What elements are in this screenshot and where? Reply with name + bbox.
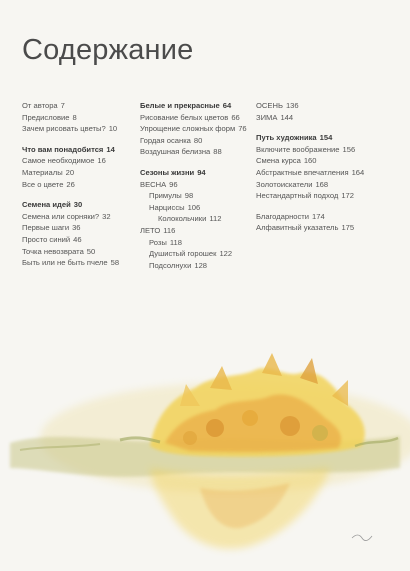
toc-entry (256, 211, 386, 223)
toc-page-number: 20 (65, 167, 75, 177)
toc-page-number: 174 (312, 211, 325, 221)
toc-page-number: 36 (72, 223, 81, 233)
toc-entry (22, 155, 134, 167)
toc-entry (22, 234, 134, 246)
toc-entry-title: ЗИМА (256, 112, 278, 122)
toc-column-2 (140, 100, 252, 271)
page-title: Содержание (22, 34, 194, 66)
toc-page-number: 10 (108, 124, 118, 134)
toc-entry-title: От автора (22, 101, 58, 110)
toc-page-number: 122 (219, 249, 233, 259)
toc-subentry (140, 237, 252, 249)
toc-entry (256, 144, 386, 156)
toc-entry-title: Колокольчики (158, 214, 207, 224)
toc-entry-title: Путь художника (256, 133, 317, 143)
toc-subentry (140, 213, 252, 225)
toc-entry-title: Первые шаги (22, 223, 70, 233)
toc-entry-title: Зачем рисовать цветы? (22, 124, 106, 134)
toc-entry (22, 222, 134, 234)
toc-section-heading (256, 132, 386, 144)
toc-page-number: 76 (238, 124, 247, 134)
toc-page-number: 7 (60, 101, 65, 110)
toc-entry-title: Включите воображение (256, 144, 340, 154)
toc-page-number: 106 (187, 202, 201, 212)
toc-entry-title: Алфавитный указатель (256, 223, 339, 233)
toc-page-number: 98 (184, 191, 194, 201)
toc-entry-title: Сезоны жизни (140, 167, 195, 177)
toc-page-number: 168 (315, 179, 329, 189)
toc-page-number: 112 (209, 214, 222, 224)
toc-page-number: 32 (102, 211, 111, 221)
toc-entry (140, 135, 252, 147)
toc-entry-title: Душистый горошек (149, 249, 217, 259)
toc-subentry (140, 202, 252, 214)
toc-page-number: 16 (97, 156, 106, 166)
toc-entry-title: Точка невозврата (22, 246, 84, 256)
toc-page-number: 154 (319, 133, 333, 143)
toc-entry-title: Все о цвете (22, 179, 64, 189)
toc-subentry (140, 248, 252, 260)
toc-page-number: 46 (73, 234, 82, 244)
toc-entry-title: Просто синий (22, 234, 71, 244)
toc-entry (22, 257, 134, 269)
toc-section-heading (140, 167, 252, 179)
toc-entry-title: ОСЕНЬ (256, 101, 283, 110)
toc-entry-title: Воздушная белизна (140, 147, 211, 157)
toc-entry (140, 225, 252, 237)
toc-subentry (140, 190, 252, 202)
toc-entry-title: Смена курса (256, 156, 301, 166)
toc-page-number: 66 (231, 112, 240, 122)
toc-page-number: 160 (303, 156, 317, 166)
toc-page-number: 8 (72, 112, 77, 122)
toc-entry (140, 146, 252, 158)
toc-entry-title: Рисование белых цветов (140, 112, 229, 122)
toc-page-number: 172 (341, 191, 354, 201)
toc-entry-title: Благодарности (256, 211, 310, 221)
toc-entry (256, 155, 386, 167)
toc-entry (22, 167, 134, 179)
toc-entry (140, 179, 252, 191)
toc-page-number: 164 (351, 167, 365, 177)
toc-entry (256, 179, 386, 191)
toc-page-number: 128 (194, 260, 208, 270)
toc-page-number: 136 (285, 101, 299, 110)
toc-page-number: 116 (163, 225, 176, 235)
toc-entry-title: Материалы (22, 167, 63, 177)
toc-page-number: 58 (110, 258, 120, 268)
toc-page-number: 14 (106, 144, 115, 154)
toc-entry-title: Нарциссы (149, 202, 185, 212)
toc-page-number: 50 (86, 246, 96, 256)
toc-column-1 (22, 100, 134, 269)
toc-entry-title: Золотоискатели (256, 179, 313, 189)
toc-entry (140, 123, 252, 135)
toc-entry (256, 190, 386, 202)
toc-page-number: 30 (73, 200, 83, 210)
toc-entry (22, 179, 134, 191)
toc-page-number: 144 (280, 112, 294, 122)
toc-column-3 (256, 100, 386, 234)
toc-page-number: 94 (197, 167, 206, 177)
toc-gap (256, 202, 386, 211)
toc-entry-title: Быть или не быть пчеле (22, 258, 108, 268)
toc-entry (140, 112, 252, 124)
toc-page-number: 88 (213, 147, 222, 157)
toc-entry-title: Примулы (149, 191, 182, 201)
toc-entry (256, 167, 386, 179)
toc-entry-title: Упрощение сложных форм (140, 124, 236, 134)
toc-entry-title: Подсолнухи (149, 260, 192, 270)
toc-entry (22, 246, 134, 258)
toc-section-heading (22, 144, 134, 156)
toc-page-number: 26 (66, 179, 75, 189)
toc-page-number: 156 (342, 144, 356, 154)
toc-entry (256, 222, 386, 234)
watercolor-flowers-illustration (0, 318, 410, 571)
toc-entry-title: Предисловие (22, 112, 70, 122)
toc-entry (22, 123, 134, 135)
toc-entry-title: Гордая осанка (140, 135, 191, 145)
toc-entry-title: Семена идей (22, 200, 71, 210)
toc-entry (22, 112, 134, 124)
toc-entry-title: Что вам понадобится (22, 144, 104, 154)
toc-entry (22, 100, 134, 112)
toc-entry-title: Самое необходимое (22, 156, 95, 166)
toc-page-number: 175 (341, 223, 355, 233)
toc-entry-title: Розы (149, 237, 167, 247)
toc-page-number: 64 (222, 101, 232, 110)
toc-page-number: 118 (169, 237, 182, 247)
toc-section-heading (140, 100, 252, 112)
toc-entry-title: Белые и прекрасные (140, 101, 220, 110)
toc-entry-title: Абстрактные впечатления (256, 167, 349, 177)
toc-entry-title: Семена или сорняки? (22, 211, 100, 221)
toc-section-heading (22, 199, 134, 211)
toc-page-number: 80 (193, 135, 203, 145)
toc-entry-title: ЛЕТО (140, 225, 161, 235)
toc-subentry (140, 260, 252, 272)
toc-entry (256, 100, 386, 112)
toc-entry-title: ВЕСНА (140, 179, 167, 189)
toc-page-number: 96 (169, 179, 178, 189)
toc-entry-title: Нестандартный подход (256, 191, 339, 201)
toc-entry (22, 211, 134, 223)
toc-entry (256, 112, 386, 124)
